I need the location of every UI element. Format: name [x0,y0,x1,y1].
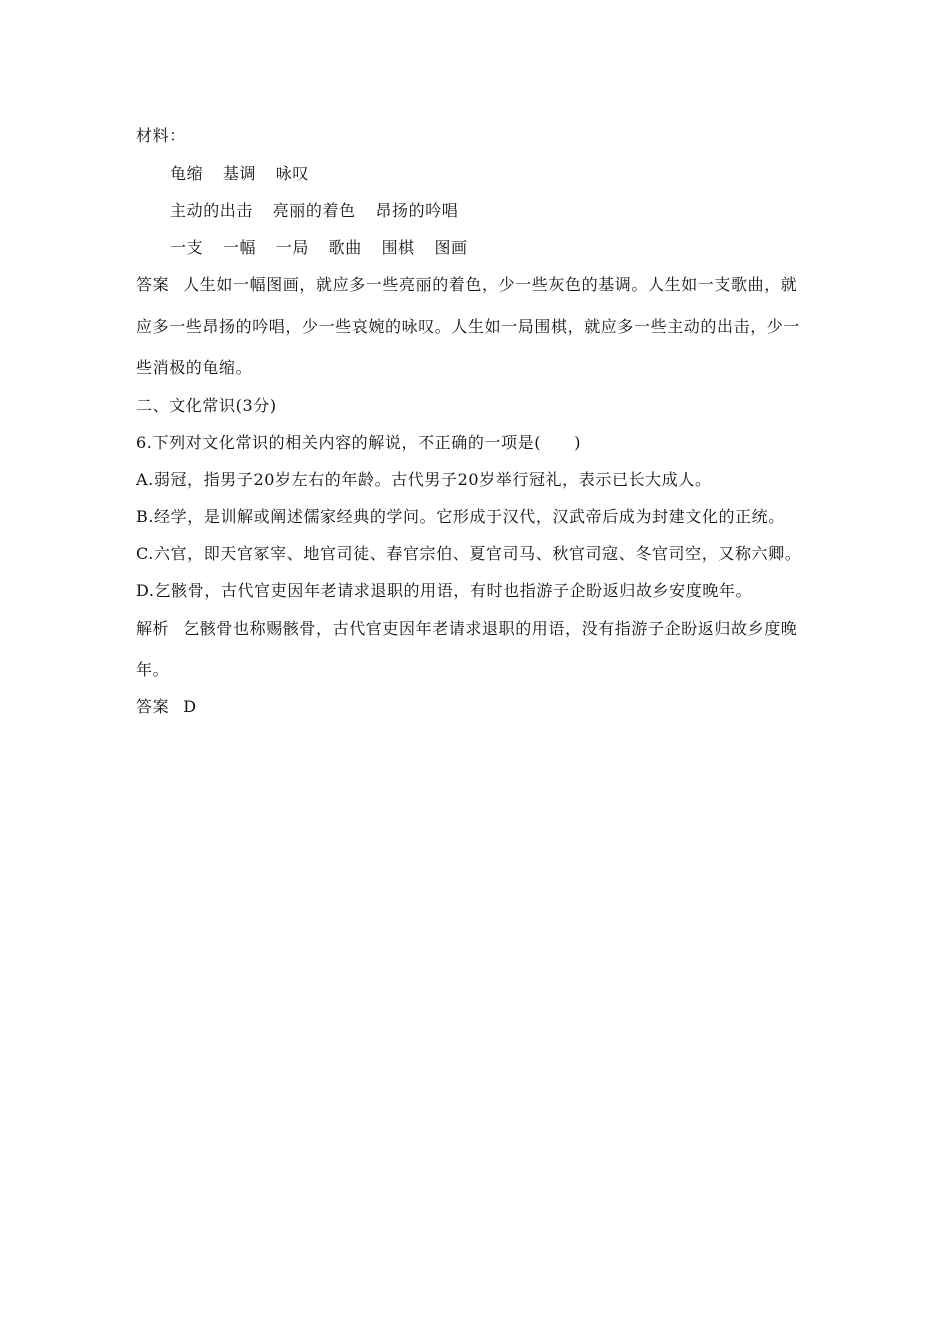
material-word: 一幅 [222,238,257,257]
material-word: 一支 [170,238,204,257]
question-stem: 6.下列对文化常识的相关内容的解说，不正确的一项是( ) [136,433,582,452]
material-heading: 材料： [136,126,186,145]
material-word: 围棋 [381,238,415,257]
material-word: 昂扬的吟唱 [375,201,459,220]
answer-text: 人生如一幅图画，就应多一些亮丽的着色，少一些灰色的基调。人生如一支歌曲，就 [183,275,798,294]
material-word: 一局 [275,238,309,257]
material-word: 主动的出击 [170,201,254,220]
analysis-text: 年。 [136,660,170,679]
material-row-2 [170,201,850,221]
analysis-text: 乞骸骨也称赐骸骨，古代官吏因年老请求退职的用语，没有指游子企盼返归故乡度晚 [183,619,798,638]
analysis-label: 解析 [136,619,170,638]
analysis-paragraph-line [136,619,816,639]
material-row-1 [170,164,850,184]
material-word: 基调 [222,164,257,183]
answer-text: 些消极的龟缩。 [136,358,253,377]
answer-text: 应多一些昂扬的吟唱，少一些哀婉的咏叹。人生如一局围棋，就应多一些主动的出击，少一 [136,317,801,336]
option-c: C.六官，即天官冢宰、地官司徒、春官宗伯、夏官司马、秋官司寇、冬官司空，又称六卿。 [136,544,802,563]
material-word: 歌曲 [328,238,362,257]
option-a: A.弱冠，指男子20岁左右的年龄。古代男子20岁举行冠礼，表示已长大成人。 [136,470,712,489]
material-word: 龟缩 [170,164,204,183]
material-word: 咏叹 [275,164,309,183]
answer-paragraph-line [136,275,816,295]
material-word: 图画 [434,238,468,257]
material-word: 亮丽的着色 [272,201,356,220]
answer-value: D [183,697,197,716]
final-answer [136,697,816,717]
option-b: B.经学，是训解或阐述儒家经典的学问。它形成于汉代，汉武帝后成为封建文化的正统。 [136,507,785,526]
answer-label: 答案 [136,275,170,294]
option-d: D.乞骸骨，古代官吏因年老请求退职的用语，有时也指游子企盼返归故乡安度晚年。 [136,581,753,600]
material-row-3 [170,238,850,258]
section-title: 二、文化常识(3分) [136,396,277,415]
answer-label: 答案 [136,697,170,716]
